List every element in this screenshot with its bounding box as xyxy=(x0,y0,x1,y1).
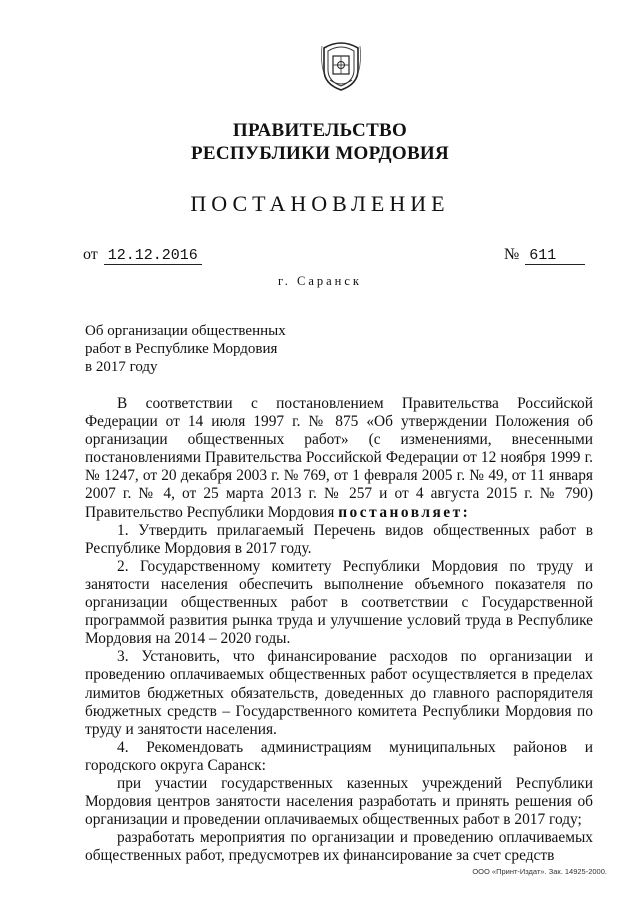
decree-word: постановляет: xyxy=(338,503,471,521)
number-prefix: № xyxy=(504,246,520,263)
document-body xyxy=(85,395,593,865)
paragraph-item-2: 2. Государственному комитету Республики Мордовия по труду и занятости населения обеспечить выполнение объемного показателя по организации общественных работ в соответствии с Государственной программой развития рынка труда и улучшение условий труда в Республике Мордовия на 2014 – 2020 годы. xyxy=(85,557,593,648)
paragraph-item-4a: при участии государственных казенных учреждений Республики Мордовия центров занятости населения разработать и принять решения об организации и проведении оплачиваемых общественных работ в 2017 году; xyxy=(85,774,593,829)
paragraph-item-1: 1. Утвердить прилагаемый Перечень видов общественных работ в Республике Мордовия в 2017 году. xyxy=(85,521,593,557)
paragraph-item-4b: разработать мероприятия по организации и проведению оплачиваемых общественных работ, предусмотрев их финансирование за счет средств xyxy=(85,829,593,865)
date-prefix: от xyxy=(83,246,98,263)
document-number xyxy=(504,245,585,265)
subject-line: в 2017 году xyxy=(85,359,158,375)
government-title-line2: РЕСПУБЛИКИ МОРДОВИЯ xyxy=(190,143,450,164)
document-type-title: ПОСТАНОВЛЕНИЕ xyxy=(190,191,450,216)
preamble-paragraph xyxy=(85,395,593,522)
subject-line: Об организации общественных xyxy=(85,323,286,339)
government-title-line1: ПРАВИТЕЛЬСТВО xyxy=(232,120,408,141)
document-subject xyxy=(85,322,325,376)
preamble-text: В соответствии с постановлением Правительства Российской Федерации от 14 июля 1997 г. № 875 «Об утверждении Положения об организации общественных работ» (с изменениями, внесенными постановлениями Правительства Российской Федерации от 12 ноября 1999 г. № 1247, от 20 декабря 2003 г. № 769, от 1 февраля 2005 г. № 49, от 11 января 2007 г. № 4, от 25 марта 2013 г. № 257 и от 4 августа 2015 г. № 790) Правительство Республики Мордовия xyxy=(85,395,593,521)
number-value: 611 xyxy=(525,247,585,265)
document-date xyxy=(83,245,202,265)
coat-of-arms-emblem xyxy=(318,40,364,92)
print-footer: ООО «Принт-Издат». Зак. 14925-2000. xyxy=(472,867,607,876)
paragraph-item-3: 3. Установить, что финансирование расходов по организации и проведению оплачиваемых общественных работ осуществляется в пределах лимитов бюджетных обязательств, доведенных до главного распорядителя бюджетных средств – Государственного комитета Республики Мордовия по труду и занятости населения. xyxy=(85,648,593,738)
date-value: 12.12.2016 xyxy=(104,247,202,265)
subject-line: работ в Республике Мордовия xyxy=(85,341,278,357)
paragraph-item-4: 4. Рекомендовать администрациям муниципальных районов и городского округа Саранск: xyxy=(85,738,593,774)
city-label: г. Саранск xyxy=(278,274,362,288)
